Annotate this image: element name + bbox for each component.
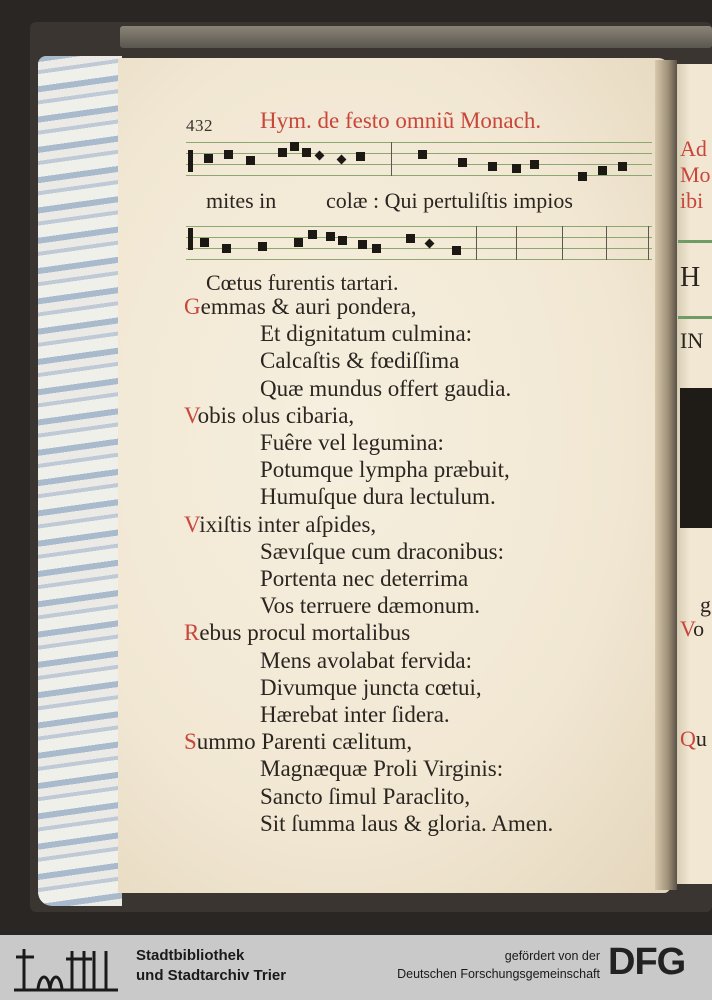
- stanza-first-line: [184, 729, 412, 755]
- rubricated-initial: S: [184, 729, 197, 755]
- clef-icon: [188, 228, 193, 250]
- stanza-line: Magnæquæ Proli Virginis:: [260, 756, 504, 782]
- facing-fragment: ibi: [680, 188, 704, 213]
- stanza-first-line-text: ebus procul mortalibus: [199, 620, 411, 646]
- stanza-line: Sit ſumma laus & gloria. Amen.: [260, 810, 554, 836]
- clef-icon: [188, 150, 193, 172]
- facing-initial: Q: [680, 726, 696, 751]
- facing-fragment: Ad: [680, 136, 707, 161]
- stanza-line: Hærebat inter ſidera.: [260, 702, 450, 727]
- lyric-line-2: Cœtus furentis tartari.: [206, 270, 399, 295]
- facing-fragment: Mo: [680, 162, 711, 187]
- marbled-page-edges: [38, 56, 122, 906]
- stanza-first-line: [184, 403, 354, 429]
- dfg-logo: DFG: [608, 941, 686, 983]
- stanza-first-line-text: obis olus cibaria,: [197, 402, 355, 428]
- facing-fragment: H: [680, 262, 701, 293]
- stanza-line: Divumque juncta cœtui,: [260, 674, 482, 700]
- facing-fragment: IN: [680, 328, 704, 353]
- facing-fragment: [680, 726, 707, 752]
- stanza-first-line: [184, 620, 410, 646]
- rubricated-initial: V: [184, 402, 198, 428]
- funding-note-line2: Deutschen Forschungsgemeinschaft: [397, 967, 600, 981]
- stanza-line: Vos terruere dæmonum.: [260, 593, 480, 619]
- stanza-line: Et dignitatum culmina:: [260, 321, 473, 347]
- stanza-first-line: [184, 294, 417, 320]
- lyric-syllables-1b: colæ : Qui pertuliſtis impios: [326, 188, 573, 213]
- rubricated-initial: R: [184, 620, 200, 646]
- stanza-line: Portenta nec deterrima: [260, 566, 469, 591]
- stanza-line: Quæ mundus offert gaudia.: [260, 375, 512, 401]
- page-gutter: [655, 60, 677, 890]
- facing-staff-line: [678, 316, 712, 319]
- music-staff-2: [186, 226, 652, 260]
- facing-staff-line: [678, 240, 712, 243]
- stanza-line: Humuſque dura lectulum.: [260, 484, 496, 510]
- funding-note-line1: gefördert von der: [504, 949, 600, 963]
- facing-fragment-rest: o: [693, 616, 705, 641]
- stanza-line: Potumque lympha præbuit,: [260, 457, 510, 483]
- neume-note: [204, 154, 213, 163]
- stanza-line: Sancto ſimul Paraclito,: [260, 783, 471, 809]
- stanza-first-line-text: ixiſtis inter aſpides,: [199, 511, 377, 537]
- stanza-line: Sævıſque cum draconibus:: [260, 538, 505, 564]
- book-head-edge: [120, 26, 712, 48]
- institution-name-line2: und Stadtarchiv Trier: [136, 967, 287, 984]
- institution-name-line1: Stadtbibliothek: [136, 947, 245, 964]
- stanza-first-line-text: ummo Parenti cælitum,: [196, 729, 413, 755]
- facing-initial: V: [680, 616, 694, 641]
- stanza-line: Fuêre vel legumina:: [260, 430, 444, 455]
- rubricated-initial: V: [184, 511, 200, 537]
- page-number: 432: [186, 116, 213, 135]
- lyric-syllables-1a: mites in: [206, 188, 277, 213]
- facing-fragment: g: [700, 592, 711, 617]
- stanza-line: Calcaſtis & fœdiſſima: [260, 348, 460, 374]
- rubricated-initial: G: [184, 294, 201, 319]
- facing-fragment-rest: u: [695, 726, 707, 751]
- music-staff-1: [186, 142, 652, 176]
- footer-bar: [0, 935, 712, 1000]
- facing-fragment: [680, 616, 704, 642]
- stadtbibliothek-logo-icon: [14, 943, 122, 993]
- stanza-first-line-text: emmas & auri pondera,: [200, 294, 417, 319]
- stanza-first-line: [184, 512, 376, 538]
- running-head: Hym. de festo omniũ Monach.: [260, 108, 542, 133]
- stanza-line: Mens avolabat fervida:: [260, 647, 473, 673]
- decorated-initial: [680, 388, 712, 528]
